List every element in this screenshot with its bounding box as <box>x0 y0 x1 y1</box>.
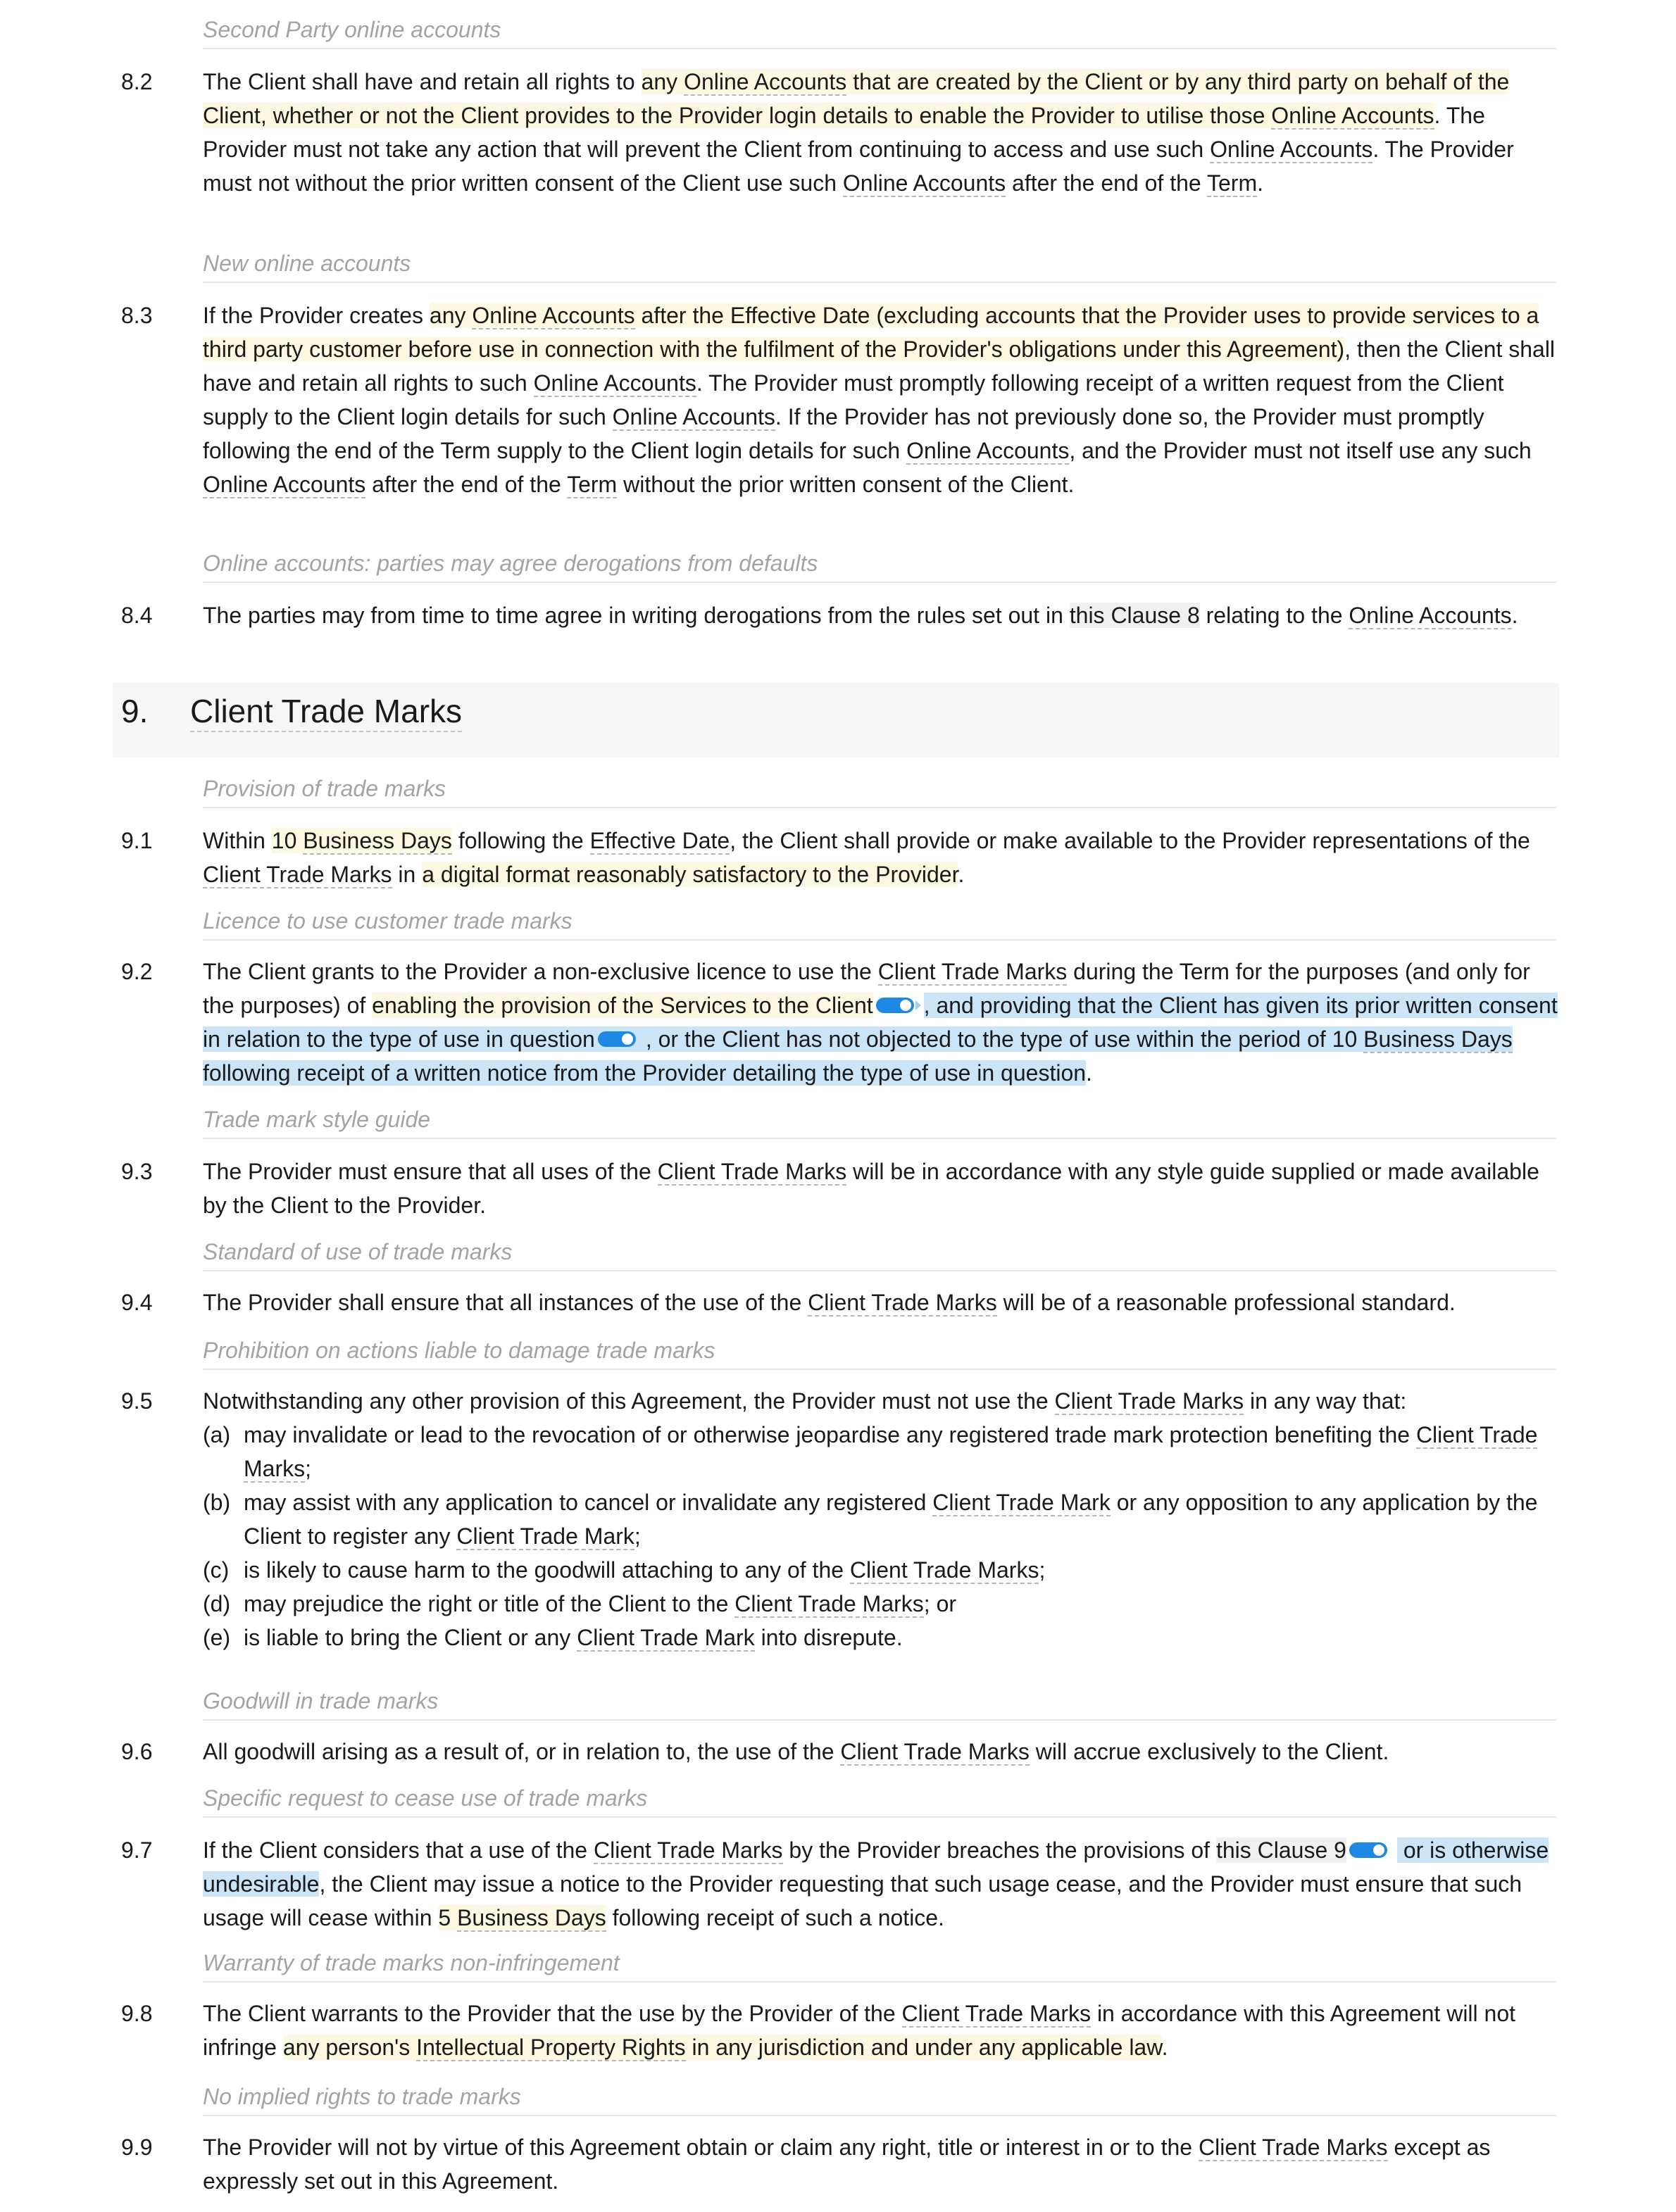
clause-number: 9.2 <box>121 959 153 984</box>
text-run: or any opposition to any application by the Client to register any <box>244 1490 1538 1549</box>
text-run: . <box>1086 1060 1092 1086</box>
text-run: by the Provider breaches the provisions of <box>782 1837 1216 1863</box>
text-run: The Client grants to the Provider a non-exclusive licence to use the <box>203 959 878 984</box>
subheading-request-to-cease: Specific request to cease use of trade marks <box>203 1784 1556 1818</box>
defined-term[interactable]: Client Trade Marks <box>244 1422 1538 1481</box>
clause-text <box>203 1997 1558 2064</box>
defined-term[interactable]: Online Accounts <box>1271 103 1434 128</box>
defined-term[interactable]: Online Accounts <box>533 370 696 396</box>
optional-text-toggle[interactable] <box>598 1030 643 1048</box>
defined-term[interactable]: Effective Date <box>589 828 730 853</box>
text-run: 10 <box>271 828 304 853</box>
clause-number: 9.7 <box>121 1837 153 1863</box>
defined-term[interactable]: Business Days <box>1363 1026 1513 1052</box>
text-run: . The Provider must not take any action that will prevent the Client from continuing to access and use such <box>203 103 1485 162</box>
defined-term[interactable]: Online Accounts <box>1349 603 1512 628</box>
text-run: , the Client may issue a notice to the Provider requesting that such usage cease, and the Provider must ensure that such usage will cease within <box>203 1871 1522 1930</box>
defined-term[interactable]: Client Trade Mark <box>932 1490 1111 1515</box>
text-run: may invalidate or lead to the revocation of or otherwise jeopardise any registered trade mark protection benefiting the <box>244 1422 1416 1447</box>
text-run: will accrue exclusively to the Client. <box>1029 1739 1389 1764</box>
text-run: relating to the <box>1199 603 1349 628</box>
defined-term[interactable]: Client Trade Marks <box>657 1159 847 1184</box>
text-run: If the Provider creates <box>203 303 430 328</box>
text-run: 5 <box>438 1905 458 1930</box>
clause-text <box>203 955 1558 1090</box>
clause-number: 8.2 <box>121 69 153 94</box>
clause-text <box>203 1384 1558 1418</box>
clause-text <box>203 598 1558 632</box>
defined-term[interactable]: Intellectual Property Rights <box>416 2035 686 2060</box>
subheading-goodwill: Goodwill in trade marks <box>203 1687 1556 1721</box>
sub-clause-item <box>203 1553 1558 1587</box>
defined-term[interactable]: Client Trade Marks <box>849 1557 1039 1583</box>
sub-clause-item <box>203 1621 1558 1654</box>
text-run: during the <box>1067 959 1180 984</box>
clause-text <box>203 1286 1558 1319</box>
text-run: , and providing that the Client has given its prior written consent in relation to the type of use in question <box>203 993 1558 1052</box>
text-run: , the Client shall provide or make available to the Provider representations of the <box>730 828 1530 853</box>
text-run: after the end of the <box>1006 170 1207 196</box>
clause-number: 9.3 <box>121 1159 153 1184</box>
text-run: will be in accordance with any style guide supplied or made available by the Client to the Provider. <box>203 1159 1539 1218</box>
text-run: without the prior written consent of the Client. <box>617 472 1075 497</box>
text-run: ; <box>1039 1557 1046 1583</box>
highlight-option[interactable] <box>438 1905 606 1930</box>
text-run: that are created by the Client or by any third party on behalf of the Client, whether or not the Client provides to the Provider login details to enable the Provider to utilise those <box>203 69 1510 128</box>
clause-text <box>203 824 1558 891</box>
toggle-knob <box>1373 1845 1384 1856</box>
subheading-new-online-accounts: New online accounts <box>203 249 1556 283</box>
text-run: except as expressly set out in this Agreement. <box>203 2135 1491 2194</box>
defined-term[interactable]: Client Trade Mark <box>456 1523 634 1549</box>
sub-clause-label: (b) <box>203 1490 231 1515</box>
defined-term[interactable]: Online Accounts <box>1210 137 1373 162</box>
toggle-knob <box>900 1000 911 1011</box>
text-run: may prejudice the right or title of the Client to the <box>244 1591 735 1616</box>
highlight-option[interactable]: enabling the provision of the Services to the Client <box>372 993 873 1018</box>
text-run: , or the Client has not objected to the type of use within the period of 10 <box>645 1026 1364 1052</box>
defined-term[interactable]: Client Trade Marks <box>734 1591 924 1616</box>
text-run: any person's <box>282 2035 417 2060</box>
text-run: The Client shall have and retain all rights to <box>203 69 642 94</box>
sub-clause-label: (d) <box>203 1591 231 1616</box>
clause-number: 8.4 <box>121 603 153 628</box>
highlight-option[interactable] <box>272 828 452 853</box>
text-run: is likely to cause harm to the goodwill attaching to any of the <box>244 1557 850 1583</box>
text-run: . If the Provider has not previously done so, the Provider must promptly following the end of the Term supply to the Client login details for such <box>203 404 1484 463</box>
defined-term[interactable]: Client Trade Marks <box>877 959 1068 984</box>
text-run: will be of a reasonable professional standard. <box>996 1290 1456 1315</box>
section-number: 9. <box>121 693 149 729</box>
clause-text <box>203 1155 1558 1222</box>
toggle-knob <box>622 1033 633 1045</box>
clause-number: 9.8 <box>121 2001 153 2026</box>
highlight-option[interactable] <box>283 2035 1162 2060</box>
clause-text <box>203 1833 1558 1935</box>
sub-clause-item <box>203 1485 1558 1553</box>
subheading-second-party-online-accounts: Second Party online accounts <box>203 15 1556 49</box>
text-run: ; <box>634 1523 641 1549</box>
subheading-online-accounts-derogations: Online accounts: parties may agree derogations from defaults <box>203 549 1556 583</box>
text-run: in any way that: <box>1244 1388 1407 1414</box>
text-run: following receipt of such a notice. <box>606 1905 944 1930</box>
text-run: ; <box>305 1456 311 1481</box>
text-run: is liable to bring the Client or any <box>244 1625 577 1650</box>
sub-clause-item <box>203 1587 1558 1621</box>
text-run: ) <box>1337 337 1345 362</box>
text-run: . The Provider must promptly following receipt of a written request from the Client supply to the Client login details for such <box>203 370 1504 429</box>
subheading-no-implied-rights: No implied rights to trade marks <box>203 2082 1556 2116</box>
clause-number: 9.6 <box>121 1739 153 1764</box>
text-run: after the Effective Date (excluding accounts that the Provider uses to provide services to a third party customer before use in connection with the fulfilment of the Provider's obligations under this <box>203 303 1539 362</box>
defined-term[interactable]: Term <box>1207 170 1258 196</box>
defined-term[interactable]: Online Accounts <box>684 69 847 94</box>
defined-term[interactable]: Term <box>567 472 618 497</box>
sub-clause-list <box>203 1418 1558 1654</box>
cross-reference[interactable]: this Clause 9 <box>1215 1837 1346 1863</box>
text-run: . <box>1161 2035 1168 2060</box>
text-run: All goodwill arising as a result of, or in relation to, the use of the <box>203 1739 841 1764</box>
text-run: into disrepute. <box>754 1625 903 1650</box>
text-run: The Provider will not by virtue of this Agreement obtain or claim any right, title or interest in or to the <box>203 2135 1199 2160</box>
defined-term[interactable]: Online Accounts <box>612 404 775 429</box>
defined-term[interactable]: Business Days <box>303 828 452 853</box>
clause-number: 9.4 <box>121 1290 153 1315</box>
clause-number: 9.1 <box>121 828 153 853</box>
text-run: The Client warrants to the Provider that the use by the Provider of the <box>203 2001 902 2026</box>
defined-term[interactable]: Online Accounts <box>842 170 1006 196</box>
clause-number: 8.3 <box>121 303 153 328</box>
defined-term[interactable]: Client Trade Marks <box>901 2001 1092 2026</box>
sub-clause-item <box>203 1418 1558 1485</box>
cross-reference[interactable]: this Clause 8 <box>1069 603 1200 628</box>
expand-arrow-icon <box>915 1000 921 1010</box>
defined-term[interactable]: Client Trade Marks <box>1198 2135 1388 2160</box>
defined-term[interactable]: Online Accounts <box>472 303 635 328</box>
highlight-option[interactable]: a digital format reasonably satisfactory to the Provider <box>422 862 958 887</box>
clause-text <box>203 65 1558 200</box>
text-run: may assist with any application to cancel or invalidate any registered <box>244 1490 933 1515</box>
defined-term[interactable]: Client Trade Marks <box>203 862 392 887</box>
text-run: Term <box>1179 959 1230 984</box>
text-run: If the Client considers that a use of the <box>203 1837 594 1863</box>
sub-clause-label: (a) <box>203 1422 231 1447</box>
text-run: Notwithstanding any other provision of this Agreement, the Provider must not use the <box>203 1388 1055 1414</box>
defined-term[interactable]: Client Trade Marks <box>593 1837 783 1863</box>
text-run: Within <box>203 828 272 853</box>
text-run: , and the Provider must not itself use any such <box>1069 438 1532 463</box>
text-run: for the purposes (and only for the purposes) of <box>203 959 1530 1018</box>
defined-term[interactable]: Client Trade Marks <box>808 1290 997 1315</box>
text-run: in accordance with this Agreement will not infringe <box>203 2001 1516 2060</box>
sub-clause-label: (e) <box>203 1625 231 1650</box>
subheading-trade-mark-style-guide: Trade mark style guide <box>203 1105 1556 1139</box>
subheading-prohibition-on-damage: Prohibition on actions liable to damage trade marks <box>203 1336 1556 1370</box>
text-run: The Provider must ensure that all uses of the <box>203 1159 658 1184</box>
subheading-licence-to-use-trade-marks: Licence to use customer trade marks <box>203 907 1556 941</box>
optional-text-block[interactable]: or is otherwise undesirable <box>203 1837 1549 1897</box>
text-run: any <box>641 69 684 94</box>
text-run: . <box>1257 170 1263 196</box>
defined-term[interactable]: Business Days <box>457 1905 606 1930</box>
text-run: The parties may from time to time agree in writing derogations from the rules set out in <box>203 603 1070 628</box>
section-heading <box>113 683 1559 758</box>
text-run: following the <box>451 828 590 853</box>
text-run: any <box>429 303 473 328</box>
text-run: The Provider shall ensure that all instances of the use of the <box>203 1290 808 1315</box>
text-run: . <box>958 862 965 887</box>
text-run: after the end of the <box>365 472 568 497</box>
defined-term[interactable]: Online Accounts <box>906 438 1070 463</box>
clause-text <box>203 1735 1558 1768</box>
defined-term[interactable]: Client Trade Marks <box>840 1739 1030 1764</box>
optional-text-toggle[interactable] <box>876 996 921 1014</box>
text-run: following receipt of a written notice from the Provider detailing the type of use in question <box>203 1060 1087 1086</box>
defined-term[interactable]: Online Accounts <box>203 472 366 497</box>
clause-text <box>203 2130 1558 2198</box>
clause-number: 9.5 <box>121 1388 153 1414</box>
sub-clause-label: (c) <box>203 1557 230 1583</box>
defined-term[interactable]: Client Trade Marks <box>1054 1388 1244 1414</box>
defined-term[interactable]: Client Trade Mark <box>577 1625 755 1650</box>
subheading-standard-of-use: Standard of use of trade marks <box>203 1238 1556 1271</box>
text-run: . The Provider must not without the prior written consent of the Client use such <box>203 137 1514 196</box>
text-run: in any jurisdiction and under any applicable law <box>685 2035 1162 2060</box>
section-title[interactable]: Client Trade Marks <box>190 691 462 732</box>
subheading-provision-of-trade-marks: Provision of trade marks <box>203 774 1556 808</box>
text-run: . <box>1511 603 1518 628</box>
clause-number: 9.9 <box>121 2135 153 2160</box>
text-run: ; or <box>923 1591 957 1616</box>
clause-text <box>203 299 1558 501</box>
text-run: Agreement <box>1227 337 1337 362</box>
subheading-warranty-non-infringement: Warranty of trade marks non-infringement <box>203 1949 1556 1982</box>
text-run: , then the Client shall have and retain all rights to such <box>203 337 1556 396</box>
optional-text-toggle[interactable] <box>1349 1841 1394 1859</box>
text-run: in <box>392 862 423 887</box>
